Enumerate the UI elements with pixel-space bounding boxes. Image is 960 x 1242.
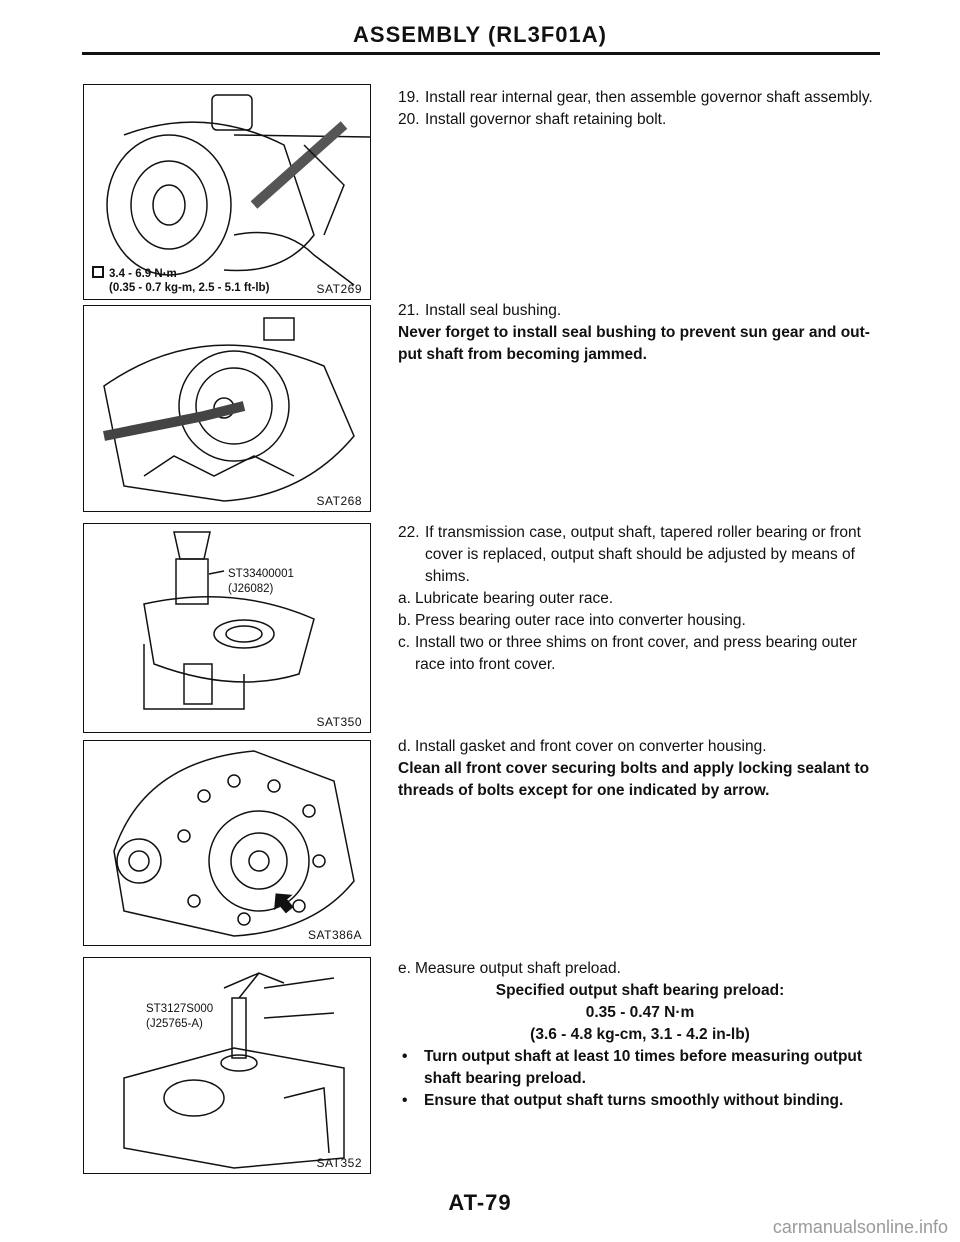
- step-22: [398, 522, 882, 588]
- step-text: Install gasket and front cover on converter housing.: [415, 738, 767, 755]
- step-d: [398, 736, 882, 758]
- torque-wrench-icon: [92, 266, 104, 278]
- page-number: AT-79: [448, 1190, 512, 1215]
- step-text: If transmission case, output shaft, tapered roller bearing or front cover is replaced, output shaft should be adjusted by means of shims.: [425, 524, 861, 585]
- tool-number: ST3127S000: [146, 1003, 214, 1015]
- step-number: 21.: [398, 302, 420, 319]
- figure-code: SAT268: [316, 494, 362, 508]
- step-number: 22.: [398, 524, 420, 541]
- step-text: Install rear internal gear, then assemble governor shaft assembly.: [425, 89, 873, 106]
- bullet-item: [398, 1046, 882, 1090]
- step-letter: b.: [398, 612, 411, 629]
- step-20: [398, 109, 882, 131]
- tool-number-alt: (J26082): [228, 583, 274, 595]
- figure-sat352: [83, 957, 371, 1174]
- step-text: Lubricate bearing outer race.: [415, 590, 614, 607]
- torque-value: 3.4 - 6.9 N·m: [109, 268, 177, 280]
- step-letter: d.: [398, 738, 411, 755]
- figure-sat269: [83, 84, 371, 300]
- step-text: Install governor shaft retaining bolt.: [425, 111, 667, 128]
- bullet-item: [398, 1090, 882, 1112]
- torque-spec: [92, 266, 269, 295]
- step-19: [398, 87, 882, 109]
- figure-code: SAT269: [316, 282, 362, 296]
- step-e-block: [398, 958, 882, 1112]
- step-d-note: Clean all front cover securing bolts and apply locking sealant to threads of bolts except for one indicated by arrow.: [398, 760, 870, 799]
- step-21: [398, 300, 882, 322]
- tool-callout: [228, 567, 294, 597]
- step-letter: c.: [398, 634, 411, 651]
- step-text: Install two or three shims on front cover, and press bearing outer race into front cover.: [415, 634, 857, 673]
- figure-code: SAT350: [316, 715, 362, 729]
- step-text: Install seal bushing.: [425, 302, 562, 319]
- figure-code: SAT352: [316, 1156, 362, 1170]
- step-number: 19.: [398, 89, 420, 106]
- step-22a: [398, 588, 882, 610]
- step-text: Press bearing outer race into converter housing.: [415, 612, 746, 629]
- illustration-preload-measure: [84, 958, 371, 1174]
- spec-label: Specified output shaft bearing preload:: [495, 982, 785, 999]
- tool-callout: [146, 1002, 213, 1032]
- page-title: ASSEMBLY (RL3F01A): [353, 22, 607, 47]
- illustration-front-cover: [84, 741, 371, 946]
- spec-value-alt: (3.6 - 4.8 kg-cm, 3.1 - 4.2 in-lb): [530, 1026, 750, 1043]
- figure-sat386a: [83, 740, 371, 946]
- step-letter: a.: [398, 590, 411, 607]
- tool-number: ST33400001: [228, 568, 294, 580]
- step-19-20-block: [398, 87, 882, 131]
- step-number: 20.: [398, 111, 420, 128]
- bullet-text: Ensure that output shaft turns smoothly without binding.: [424, 1092, 844, 1109]
- step-22-block: [398, 522, 882, 676]
- step-e: [398, 958, 882, 980]
- figure-sat350: [83, 523, 371, 733]
- bullet-icon: •: [402, 1092, 408, 1109]
- illustration-press-bearing: [84, 524, 371, 733]
- figure-sat268: [83, 305, 371, 512]
- bullet-text: Turn output shaft at least 10 times before measuring output shaft bearing preload.: [424, 1048, 863, 1087]
- step-letter: e.: [398, 960, 411, 977]
- tool-number-alt: (J25765-A): [146, 1018, 203, 1030]
- spec-value: 0.35 - 0.47 N·m: [585, 1004, 695, 1021]
- step-d-block: [398, 736, 882, 802]
- torque-value-alt: (0.35 - 0.7 kg-m, 2.5 - 5.1 ft-lb): [109, 282, 270, 294]
- illustration-seal-bushing: [84, 306, 371, 512]
- step-21-block: [398, 300, 882, 366]
- step-22b: [398, 610, 882, 632]
- watermark: carmanualsonline.info: [772, 1217, 948, 1237]
- bullet-icon: •: [402, 1048, 408, 1065]
- step-22c: [398, 632, 882, 676]
- header-rule: [82, 52, 880, 55]
- step-21-note: Never forget to install seal bushing to prevent sun gear and out-put shaft from becoming jammed.: [398, 324, 870, 363]
- figure-code: SAT386A: [308, 928, 362, 942]
- step-text: Measure output shaft preload.: [415, 960, 621, 977]
